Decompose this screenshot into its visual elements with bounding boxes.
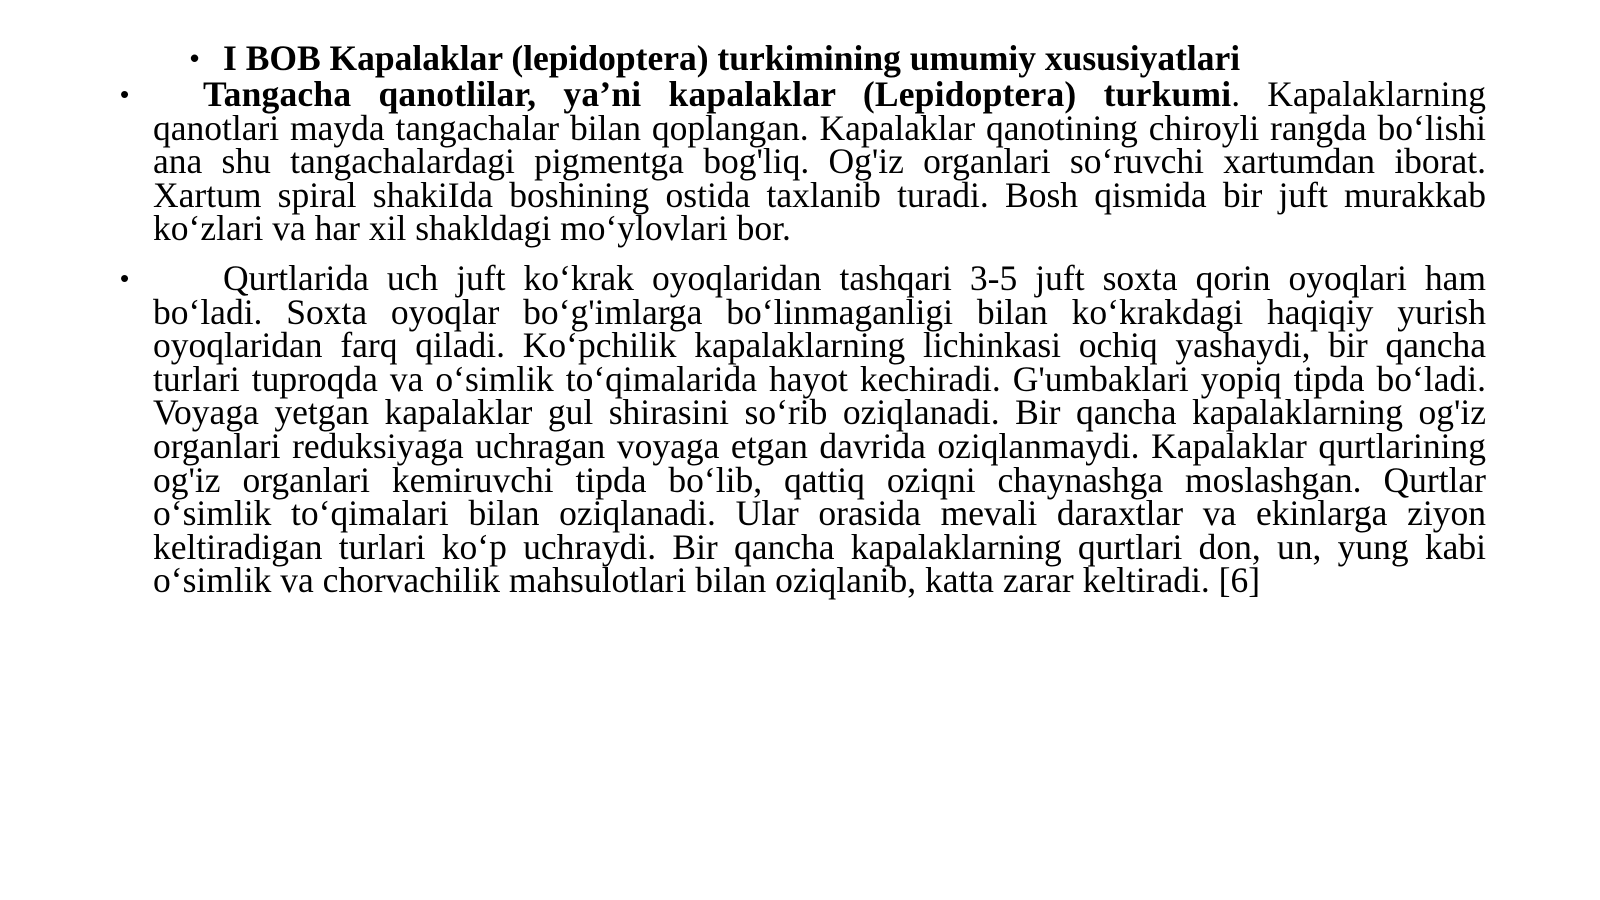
paragraph-lead-end: . bbox=[1231, 74, 1241, 114]
paragraph-lead-heading: Tangacha qanotlilar, ya’ni kapalaklar (Lepidoptera) turkumi bbox=[203, 74, 1232, 114]
paragraph-larvae bbox=[118, 257, 1486, 601]
slide-content bbox=[118, 38, 1487, 601]
chapter-title-item bbox=[118, 38, 1486, 78]
chapter-title: I BOB Kapalaklar (lepidoptera) turkimining umumiy xususiyatlari bbox=[223, 38, 1241, 78]
bullet-icon: • bbox=[120, 262, 130, 293]
bullet-icon: • bbox=[120, 79, 130, 109]
paragraph-body-text: Qurtlarida uch juft ko‘krak oyoqlaridan tashqari 3-5 juft soxta qorin oyoqlari ham bo‘ladi. Soxta oyoqlar bo‘g'imlarga bo‘linmaganligi bilan ko‘krakdagi haqiqiy yurish oyoqlaridan farq qiladi. Ko‘pchilik kapalaklarning lichinkasi ochiq yashaydi, bir qancha turlari tuproqda va o‘simlik to‘qimalarida hayot kechiradi. G'umbaklari yopiq tipda bo‘ladi. Voyaga yetgan kapalaklar gul shirasini so‘rib oziqlanadi. Bir qancha kapalaklarning og'iz organlari reduksiyaga uchragan voyaga etgan davrida oziqlanmaydi. Kapalaklar qurtlarining og'iz organlari kemiruvchi tipda bo‘lib, qattiq oziqni chaynashga moslashgan. Qurtlar o‘simlik to‘qimalari bilan oziqlanadi. Ular orasida mevali daraxtlar va ekinlarga ziyon keltiradigan turlari ko‘p uchraydi. Bir qancha kapalaklarning qurtlari don, un, yung kabi o‘simlik va chorvachilik mahsulotlari bilan oziqlanib, katta zarar keltiradi. [6] bbox=[153, 257, 1486, 601]
bullet-icon: • bbox=[190, 43, 200, 73]
paragraph-order-lepidoptera bbox=[118, 74, 1487, 249]
paragraph-body-text: Kapalaklarning qanotlari mayda tangachalar bilan qoplangan. Kapalaklar qanotining chiroyli rangda bo‘lishi ana shu tangachalardagi pigmentga bog'liq. Og'iz organlari so‘ruvchi xartumdan iborat. Xartum spiral shakiIda boshining ostida taxlanib turadi. Bosh qismida bir juft murakkab ko‘zlari va har xil shakldagi mo‘ylovlari bor. bbox=[153, 74, 1487, 249]
